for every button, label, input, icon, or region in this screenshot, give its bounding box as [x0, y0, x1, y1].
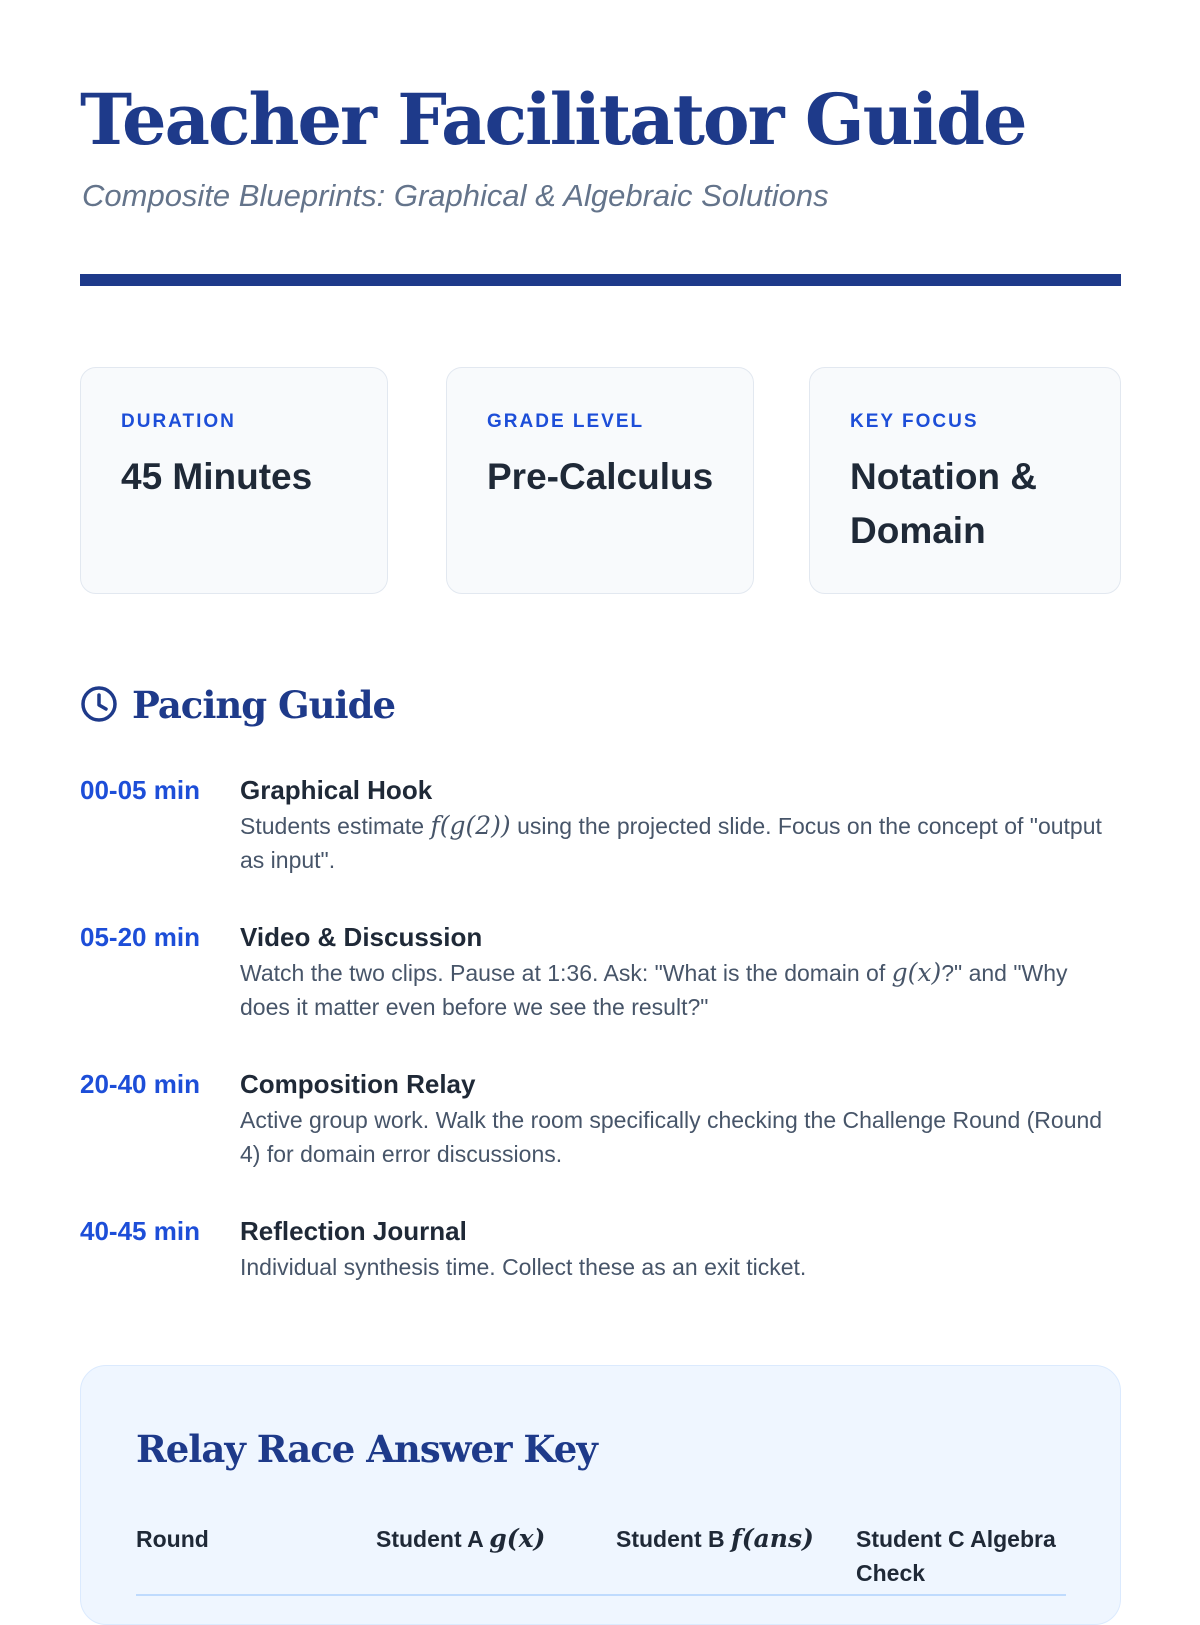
pacing-title: Graphical Hook [240, 775, 433, 805]
clock-icon [80, 685, 118, 723]
pacing-description [240, 956, 1120, 1024]
pacing-title: Video & Discussion [240, 922, 483, 952]
column-header-student-c [856, 1522, 1076, 1590]
key-focus-card [809, 367, 1121, 594]
card-label: DURATION [121, 411, 236, 432]
table-header-divider [136, 1594, 1066, 1596]
math-expression: f(ans) [731, 1524, 814, 1553]
math-expression: g(x) [891, 958, 942, 987]
pacing-time: 20-40 min [80, 1069, 200, 1099]
column-header-label: Round [136, 1526, 209, 1552]
description-text: using the projected slide. Focus on the concept of "output as input". [240, 813, 1102, 873]
pacing-time: 00-05 min [80, 775, 200, 805]
column-header-label: Student B [616, 1526, 731, 1552]
column-header-label: Student C Algebra Check [856, 1526, 1056, 1586]
page-title: Teacher Facilitator Guide [80, 78, 1026, 161]
card-value: Pre-Calculus [487, 456, 714, 497]
duration-card [80, 367, 388, 594]
description-text: ?" and "Why does it matter even before we see the result?" [240, 960, 1068, 1020]
grade-level-card [446, 367, 754, 594]
pacing-description: Individual synthesis time. Collect these as an exit ticket. [240, 1254, 807, 1280]
column-header-label: Student A [376, 1526, 490, 1552]
pacing-title: Reflection Journal [240, 1216, 467, 1246]
pacing-description: Active group work. Walk the room specifically checking the Challenge Round (Round 4) for domain error discussions. [240, 1107, 1103, 1167]
pacing-description [240, 809, 1120, 877]
column-header-round [136, 1522, 366, 1556]
answer-key-title: Relay Race Answer Key [136, 1427, 597, 1471]
card-value: Notation & Domain [850, 456, 1038, 551]
answer-key-panel [80, 1365, 1121, 1625]
info-cards [80, 367, 1121, 597]
card-label: GRADE LEVEL [487, 411, 645, 432]
card-label: KEY FOCUS [850, 411, 979, 432]
pacing-time: 40-45 min [80, 1216, 200, 1246]
page-subtitle: Composite Blueprints: Graphical & Algebraic Solutions [82, 178, 829, 213]
column-header-student-a [376, 1522, 606, 1556]
column-header-student-b [616, 1522, 846, 1556]
description-text: Watch the two clips. Pause at 1:36. Ask: "What is the domain of [240, 960, 892, 986]
description-text: Students estimate [240, 813, 431, 839]
card-value: 45 Minutes [121, 456, 313, 497]
pacing-time: 05-20 min [80, 922, 200, 952]
math-expression: f(g(2)) [430, 811, 511, 840]
math-expression: g(x) [489, 1524, 546, 1553]
pacing-title: Composition Relay [240, 1069, 476, 1099]
title-divider [80, 274, 1121, 286]
section-title: Pacing Guide [132, 683, 396, 727]
